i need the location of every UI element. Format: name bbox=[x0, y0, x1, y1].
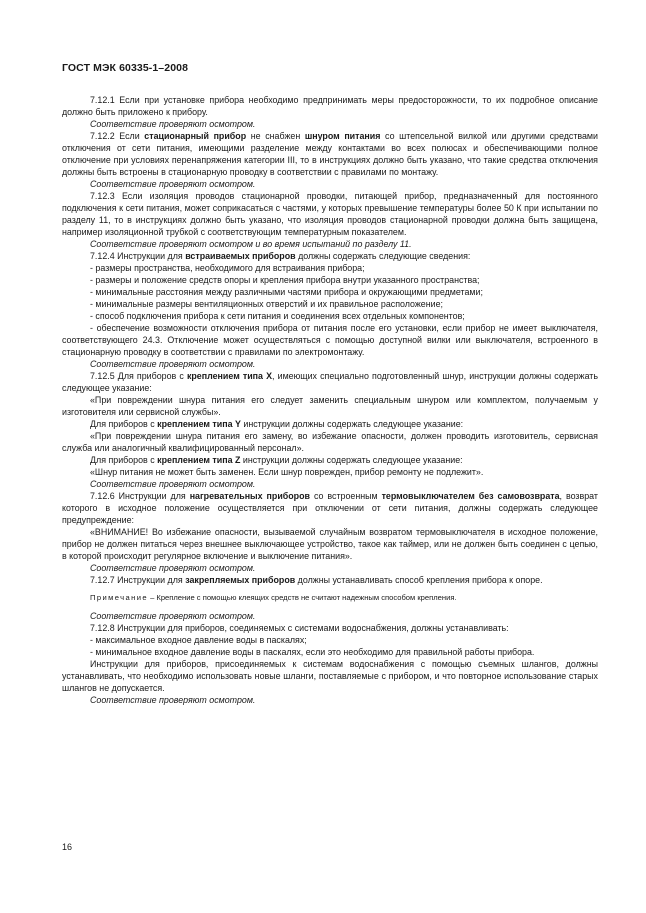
term-fixed-appliances: закрепляемых приборов bbox=[185, 575, 296, 585]
paragraph: Инструкции для приборов, присоединяемых к системам водоснабжения с помощью съемных шлангов, должны устанавливать, что необходимо использовать новые шланги, поставляемые с прибором, и что повторное использование старых шлангов не допускается. bbox=[62, 659, 598, 693]
term-supply-cord: шнуром питания bbox=[304, 131, 381, 141]
term-type-x-attachment: креплением типа X bbox=[186, 371, 273, 381]
list-item: - максимальное входное давление воды в паскалях; bbox=[90, 635, 307, 645]
clause-7-12-7: 7.12.7 Инструкции для закрепляемых приборов должны устанавливать способ крепления прибора к опоре. bbox=[90, 575, 543, 585]
term-type-z-attachment: креплением типа Z bbox=[157, 455, 241, 465]
clause-7-12-4: 7.12.4 Инструкции для встраиваемых приборов должны содержать следующие сведения: bbox=[90, 251, 471, 261]
term-non-self-resetting-cutout: термовыключателем без самовозврата bbox=[381, 491, 560, 501]
term-heating-appliances: нагревательных приборов bbox=[189, 491, 310, 501]
document-header: ГОСТ МЭК 60335-1–2008 bbox=[62, 62, 189, 74]
document-body bbox=[62, 94, 598, 706]
compliance-note: Соответствие проверяют осмотром. bbox=[90, 563, 256, 573]
paragraph: Для приборов с креплением типа Y инструкции должны содержать следующее указание: bbox=[90, 419, 464, 429]
clause-7-12-6: 7.12.6 Инструкции для нагревательных приборов со встроенным термовыключателем без самовозврата, возврат которого в исходное положение осуществляется при отключении от сети питания, должны содержать следующее предупреждение: bbox=[62, 491, 598, 525]
clause-7-12-2: 7.12.2 Если стационарный прибор не снабжен шнуром питания со штепсельной вилкой или другими средствами отключения от сети питания, имеющими разделение между контактами во всех полюсах и обеспечивающими полное отключение при условиях перенапряжения категории III, то в инструкциях должно быть указано, что такие средства отключения должны быть встроены в стационарную проводку в соответствии с правилами по монтажу. bbox=[62, 131, 598, 177]
list-item: - способ подключения прибора к сети питания и соединения всех отдельных компонентов; bbox=[90, 311, 465, 321]
compliance-note: Соответствие проверяют осмотром. bbox=[90, 119, 256, 129]
clause-7-12-1: 7.12.1 Если при установке прибора необходимо предпринимать меры предосторожности, то их подробное описание должно быть приложено к прибору. bbox=[62, 95, 598, 117]
term-type-y-attachment: креплением типа Y bbox=[157, 419, 241, 429]
list-item: - обеспечение возможности отключения прибора от питания после его установки, если прибор не имеет выключателя, соответствующего 24.3. Отключение может осуществляться с помощью доступной вилки или выключателя, встроенного в стационарную проводку в соответствии с правилами по электромонтажу. bbox=[62, 323, 598, 357]
page-number: 16 bbox=[62, 842, 73, 852]
compliance-note: Соответствие проверяют осмотром. bbox=[90, 179, 256, 189]
note: Примечание – Крепление с помощью клеящих средств не считают надежным способом крепления. bbox=[90, 593, 457, 602]
list-item: - минимальные размеры вентиляционных отверстий и их правильное расположение; bbox=[90, 299, 443, 309]
clause-7-12-5: 7.12.5 Для приборов с креплением типа X, имеющих специально подготовленный шнур, инструкции должны содержать следующее указание: bbox=[62, 371, 598, 393]
compliance-note: Соответствие проверяют осмотром. bbox=[90, 695, 256, 705]
list-item: - минимальные расстояния между различными частями прибора и окружающими предметами; bbox=[90, 287, 483, 297]
quote: «Шнур питания не может быть заменен. Если шнур поврежден, прибор ремонту не подлежит». bbox=[90, 467, 484, 477]
list-item: - размеры и положение средств опоры и крепления прибора внутри указанного пространства; bbox=[90, 275, 480, 285]
quote: «ВНИМАНИЕ! Во избежание опасности, вызываемой случайным возвратом термовыключателя в исходное положение, прибор не должен питаться через внешнее выключающее устройство, такое как таймер, или не должен быть соединен с цепью, в которой происходит регулярное включение и выключение питания». bbox=[62, 527, 598, 561]
term-stationary-appliance: стационарный прибор bbox=[144, 131, 247, 141]
note-label: Примечание bbox=[90, 593, 148, 602]
list-item: - размеры пространства, необходимого для встраивания прибора; bbox=[90, 263, 365, 273]
compliance-note: Соответствие проверяют осмотром. bbox=[90, 479, 256, 489]
compliance-note: Соответствие проверяют осмотром. bbox=[90, 359, 256, 369]
paragraph: Для приборов с креплением типа Z инструкции должны содержать следующее указание: bbox=[90, 455, 463, 465]
compliance-note: Соответствие проверяют осмотром. bbox=[90, 611, 256, 621]
quote: «При повреждении шнура питания его следует заменить специальным шнуром или комплектом, получаемым у изготовителя или сервисной службы». bbox=[62, 395, 598, 417]
quote: «При повреждении шнура питания его замену, во избежание опасности, должен проводить изготовитель, сервисная служба или аналогичный квалифицированный персонал». bbox=[62, 431, 598, 453]
term-built-in-appliances: встраиваемых приборов bbox=[185, 251, 296, 261]
clause-7-12-8: 7.12.8 Инструкции для приборов, соединяемых с системами водоснабжения, должны устанавливать: bbox=[90, 623, 509, 633]
compliance-note: Соответствие проверяют осмотром и во время испытаний по разделу 11. bbox=[90, 239, 412, 249]
list-item: - минимальное входное давление воды в паскалях, если это необходимо для правильной работы прибора. bbox=[90, 647, 535, 657]
clause-7-12-3: 7.12.3 Если изоляция проводов стационарной проводки, питающей прибор, предназначенный для постоянного подключения к сети питания, может соприкасаться с частями, у которых превышение температуры более 50 К при испытании по разделу 11, то в инструкциях должно быть указано, что изоляция проводов стационарной проводки должна быть защищена, например изоляционной трубкой с соответствующим температурным показателем. bbox=[62, 191, 598, 237]
